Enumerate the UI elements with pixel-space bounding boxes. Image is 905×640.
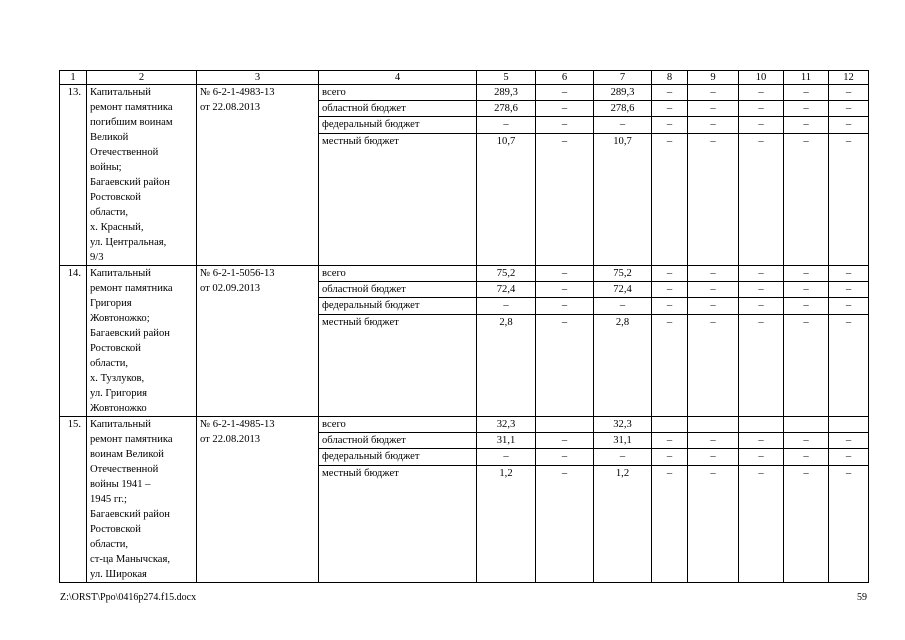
amount-cell-col-7: 289,3 — [594, 85, 652, 101]
amount-cell-col-10: – — [739, 133, 784, 265]
amount-cell-col-5: 278,6 — [477, 101, 536, 117]
amount-cell-col-9: – — [688, 133, 739, 265]
amount-cell-col-5: 2,8 — [477, 314, 536, 416]
col-header-10: 10 — [739, 71, 784, 85]
amount-cell-col-7: 31,1 — [594, 433, 652, 449]
amount-cell-col-10: – — [739, 298, 784, 314]
col-header-3: 3 — [197, 71, 319, 85]
amount-cell-col-7: 75,2 — [594, 266, 652, 282]
amount-cell-col-12: – — [829, 433, 869, 449]
amount-cell-col-6: – — [536, 282, 594, 298]
amount-cell-col-6: – — [536, 314, 594, 416]
page-number: 59 — [857, 592, 867, 603]
amount-cell-col-5: – — [477, 449, 536, 465]
amount-cell-col-9 — [688, 417, 739, 433]
funding-source-label: местный бюджет — [319, 314, 477, 416]
amount-cell-col-12: – — [829, 133, 869, 265]
funding-source-label: областной бюджет — [319, 282, 477, 298]
amount-cell-col-9: – — [688, 433, 739, 449]
col-header-11: 11 — [784, 71, 829, 85]
amount-cell-col-9: – — [688, 282, 739, 298]
col-header-4: 4 — [319, 71, 477, 85]
object-description: Капитальный ремонт памятника Григория Жовтоножко; Багаевский район Ростовской области, х. Тузлуков, ул. Григория Жовтоножко — [87, 266, 197, 417]
amount-cell-col-12: – — [829, 85, 869, 101]
funding-source-label: федеральный бюджет — [319, 449, 477, 465]
amount-cell-col-10: – — [739, 433, 784, 449]
amount-cell-col-8: – — [652, 433, 688, 449]
amount-cell-col-12: – — [829, 449, 869, 465]
amount-cell-col-6 — [536, 417, 594, 433]
funding-source-label: федеральный бюджет — [319, 117, 477, 133]
amount-cell-col-10: – — [739, 282, 784, 298]
amount-cell-col-12: – — [829, 101, 869, 117]
funding-source-label: областной бюджет — [319, 101, 477, 117]
amount-cell-col-9: – — [688, 85, 739, 101]
object-description: Капитальный ремонт памятника воинам Великой Отечественной войны 1941 – 1945 гг.; Багаевский район Ростовской области, ст-ца Манычская, ул. Широкая — [87, 417, 197, 583]
col-header-7: 7 — [594, 71, 652, 85]
amount-cell-col-6: – — [536, 133, 594, 265]
footer-file-path: Z:\ORST\Ppo\0416p274.f15.docx — [60, 592, 197, 603]
amount-cell-col-7: 72,4 — [594, 282, 652, 298]
amount-cell-col-11: – — [784, 314, 829, 416]
amount-cell-col-7: 2,8 — [594, 314, 652, 416]
amount-cell-col-6: – — [536, 85, 594, 101]
amount-cell-col-6: – — [536, 266, 594, 282]
amount-cell-col-10: – — [739, 465, 784, 582]
expertise-conclusion: № 6-2-1-4983-13 от 22.08.2013 — [197, 85, 319, 266]
amount-cell-col-11: – — [784, 133, 829, 265]
amount-cell-col-12: – — [829, 282, 869, 298]
funding-source-label: областной бюджет — [319, 433, 477, 449]
amount-cell-col-7: 1,2 — [594, 465, 652, 582]
amount-cell-col-9: – — [688, 298, 739, 314]
funding-source-label: федеральный бюджет — [319, 298, 477, 314]
amount-cell-col-5: 1,2 — [477, 465, 536, 582]
amount-cell-col-11: – — [784, 298, 829, 314]
amount-cell-col-5: – — [477, 117, 536, 133]
table-row — [60, 85, 869, 101]
amount-cell-col-8: – — [652, 85, 688, 101]
expertise-conclusion: № 6-2-1-5056-13 от 02.09.2013 — [197, 266, 319, 417]
amount-cell-col-10: – — [739, 449, 784, 465]
amount-cell-col-12: – — [829, 266, 869, 282]
amount-cell-col-8: – — [652, 298, 688, 314]
amount-cell-col-5: 75,2 — [477, 266, 536, 282]
column-number-header-row — [60, 71, 869, 85]
amount-cell-col-12: – — [829, 465, 869, 582]
amount-cell-col-11: – — [784, 449, 829, 465]
col-header-8: 8 — [652, 71, 688, 85]
object-description: Капитальный ремонт памятника погибшим воинам Великой Отечественной войны; Багаевский район Ростовской области, х. Красный, ул. Центральная, 9/3 — [87, 85, 197, 266]
amount-cell-col-12: – — [829, 117, 869, 133]
amount-cell-col-5: 289,3 — [477, 85, 536, 101]
expertise-conclusion: № 6-2-1-4985-13 от 22.08.2013 — [197, 417, 319, 583]
amount-cell-col-7: – — [594, 298, 652, 314]
budget-table — [59, 70, 869, 583]
amount-cell-col-8: – — [652, 282, 688, 298]
amount-cell-col-6: – — [536, 433, 594, 449]
amount-cell-col-8: – — [652, 266, 688, 282]
amount-cell-col-10: – — [739, 117, 784, 133]
amount-cell-col-7: 32,3 — [594, 417, 652, 433]
col-header-6: 6 — [536, 71, 594, 85]
amount-cell-col-8: – — [652, 314, 688, 416]
amount-cell-col-11: – — [784, 433, 829, 449]
table-row — [60, 266, 869, 282]
amount-cell-col-11: – — [784, 101, 829, 117]
amount-cell-col-8: – — [652, 449, 688, 465]
amount-cell-col-9: – — [688, 449, 739, 465]
funding-source-label: всего — [319, 417, 477, 433]
amount-cell-col-7: 10,7 — [594, 133, 652, 265]
funding-source-label: местный бюджет — [319, 133, 477, 265]
col-header-2: 2 — [87, 71, 197, 85]
amount-cell-col-8: – — [652, 117, 688, 133]
amount-cell-col-9: – — [688, 266, 739, 282]
amount-cell-col-6: – — [536, 101, 594, 117]
funding-source-label: местный бюджет — [319, 465, 477, 582]
row-number: 14. — [60, 266, 87, 417]
col-header-1: 1 — [60, 71, 87, 85]
amount-cell-col-6: – — [536, 449, 594, 465]
col-header-9: 9 — [688, 71, 739, 85]
amount-cell-col-5: 31,1 — [477, 433, 536, 449]
amount-cell-col-6: – — [536, 298, 594, 314]
amount-cell-col-7: – — [594, 117, 652, 133]
col-header-12: 12 — [829, 71, 869, 85]
amount-cell-col-5: 72,4 — [477, 282, 536, 298]
amount-cell-col-7: 278,6 — [594, 101, 652, 117]
amount-cell-col-6: – — [536, 465, 594, 582]
amount-cell-col-12 — [829, 417, 869, 433]
row-number: 15. — [60, 417, 87, 583]
table-body — [60, 71, 869, 583]
amount-cell-col-11: – — [784, 85, 829, 101]
amount-cell-col-11: – — [784, 465, 829, 582]
amount-cell-col-10 — [739, 417, 784, 433]
amount-cell-col-9: – — [688, 117, 739, 133]
amount-cell-col-12: – — [829, 314, 869, 416]
amount-cell-col-10: – — [739, 101, 784, 117]
amount-cell-col-11 — [784, 417, 829, 433]
funding-source-label: всего — [319, 85, 477, 101]
amount-cell-col-10: – — [739, 85, 784, 101]
amount-cell-col-7: – — [594, 449, 652, 465]
amount-cell-col-8: – — [652, 465, 688, 582]
col-header-5: 5 — [477, 71, 536, 85]
row-number: 13. — [60, 85, 87, 266]
amount-cell-col-5: – — [477, 298, 536, 314]
amount-cell-col-10: – — [739, 314, 784, 416]
amount-cell-col-11: – — [784, 266, 829, 282]
amount-cell-col-8: – — [652, 133, 688, 265]
amount-cell-col-8: – — [652, 101, 688, 117]
amount-cell-col-11: – — [784, 282, 829, 298]
amount-cell-col-10: – — [739, 266, 784, 282]
amount-cell-col-5: 32,3 — [477, 417, 536, 433]
table-row — [60, 417, 869, 433]
amount-cell-col-6: – — [536, 117, 594, 133]
amount-cell-col-11: – — [784, 117, 829, 133]
amount-cell-col-8 — [652, 417, 688, 433]
funding-source-label: всего — [319, 266, 477, 282]
amount-cell-col-9: – — [688, 465, 739, 582]
amount-cell-col-9: – — [688, 101, 739, 117]
amount-cell-col-9: – — [688, 314, 739, 416]
amount-cell-col-12: – — [829, 298, 869, 314]
amount-cell-col-5: 10,7 — [477, 133, 536, 265]
